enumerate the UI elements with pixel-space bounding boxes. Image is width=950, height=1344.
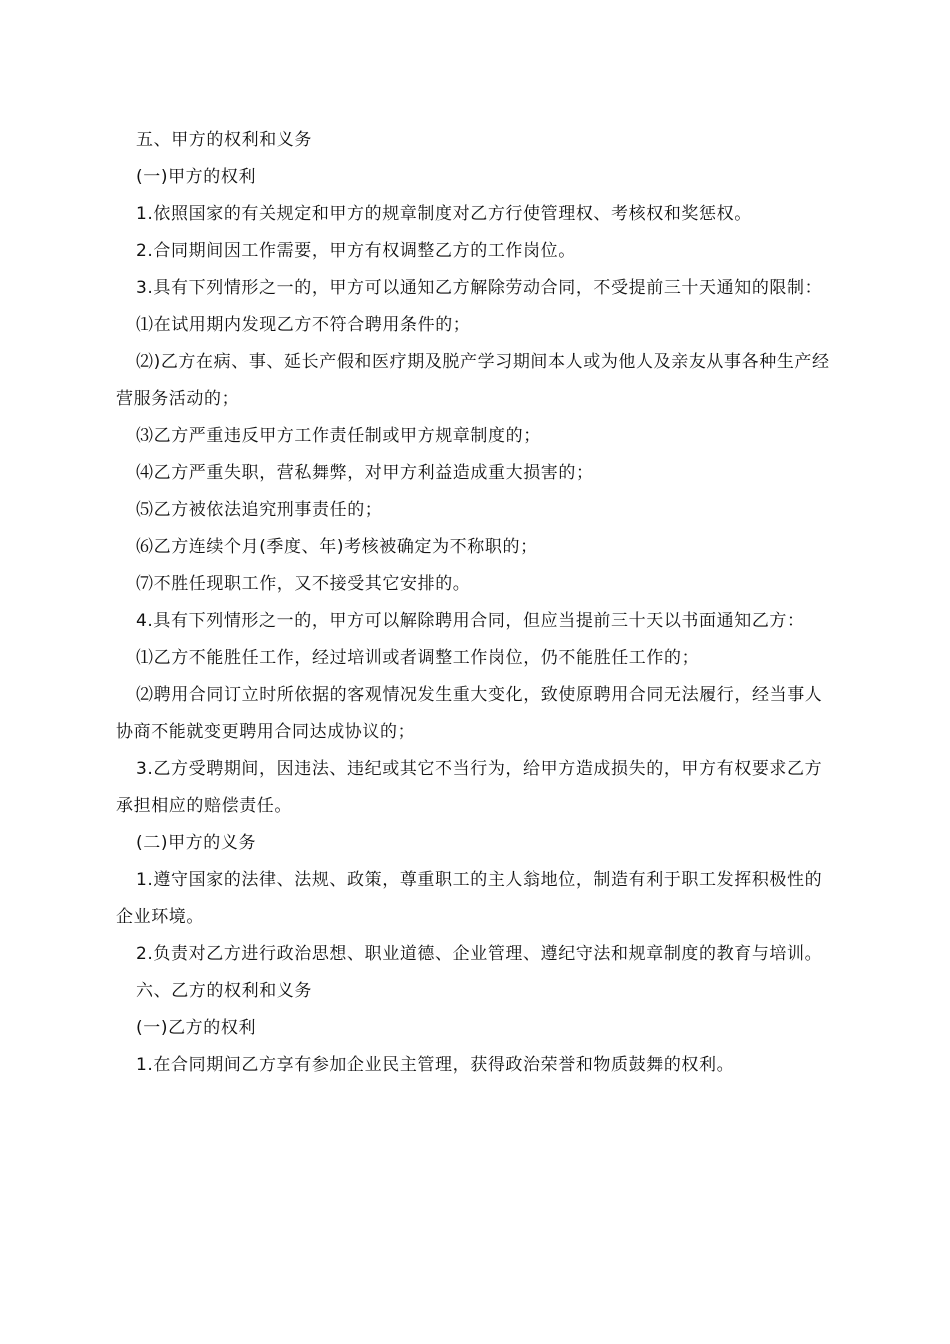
list-item-termination-2: ⑵)乙方在病、事、延长产假和医疗期及脱产学习期间本人或为他人及亲友从事各种生产经营服务活动的；: [116, 352, 830, 409]
list-item-notice-1: ⑴乙方不能胜任工作，经过培训或者调整工作岗位，仍不能胜任工作的；: [136, 648, 700, 668]
list-item-termination-7: ⑺不胜任现职工作，又不接受其它安排的。: [136, 574, 471, 594]
list-item-termination-1: ⑴在试用期内发现乙方不符合聘用条件的；: [136, 315, 471, 335]
paragraph-a-rights-4: 4.具有下列情形之一的，甲方可以解除聘用合同，但应当提前三十天以书面通知乙方：: [136, 611, 805, 631]
paragraph-a-rights-3: 3.具有下列情形之一的，甲方可以通知乙方解除劳动合同，不受提前三十天通知的限制：: [136, 278, 823, 298]
subsection-heading-party-a-duties: (二)甲方的义务: [136, 833, 257, 853]
paragraph-a-rights-2: 2.合同期间因工作需要，甲方有权调整乙方的工作岗位。: [136, 241, 576, 261]
paragraph-a-duties-2: 2.负责对乙方进行政治思想、职业道德、企业管理、遵纪守法和规章制度的教育与培训。: [136, 944, 823, 964]
section-heading-5: 五、甲方的权利和义务: [136, 130, 312, 150]
subsection-heading-party-a-rights: (一)甲方的权利: [136, 167, 257, 187]
list-item-termination-5: ⑸乙方被依法追究刑事责任的；: [136, 500, 383, 520]
subsection-heading-party-b-rights: (一)乙方的权利: [136, 1018, 257, 1038]
paragraph-a-rights-1: 1.依照国家的有关规定和甲方的规章制度对乙方行使管理权、考核权和奖惩权。: [136, 204, 752, 224]
section-heading-6: 六、乙方的权利和义务: [136, 981, 312, 1001]
paragraph-a-duties-1: 1.遵守国家的法律、法规、政策，尊重职工的主人翁地位，制造有利于职工发挥积极性的企业环境。: [116, 870, 823, 927]
list-item-termination-6: ⑹乙方连续个月(季度、年)考核被确定为不称职的；: [136, 537, 538, 557]
document-body: [116, 122, 838, 1084]
list-item-termination-4: ⑷乙方严重失职，营私舞弊，对甲方利益造成重大损害的；: [136, 463, 594, 483]
paragraph-b-rights-1: 1.在合同期间乙方享有参加企业民主管理，获得政治荣誉和物质鼓舞的权利。: [136, 1055, 735, 1075]
list-item-notice-2: ⑵聘用合同订立时所依据的客观情况发生重大变化，致使原聘用合同无法履行，经当事人协商不能就变更聘用合同达成协议的；: [116, 685, 823, 742]
paragraph-a-rights-compensation: 3.乙方受聘期间，因违法、违纪或其它不当行为，给甲方造成损失的，甲方有权要求乙方承担相应的赔偿责任。: [116, 759, 823, 816]
list-item-termination-3: ⑶乙方严重违反甲方工作责任制或甲方规章制度的；: [136, 426, 541, 446]
